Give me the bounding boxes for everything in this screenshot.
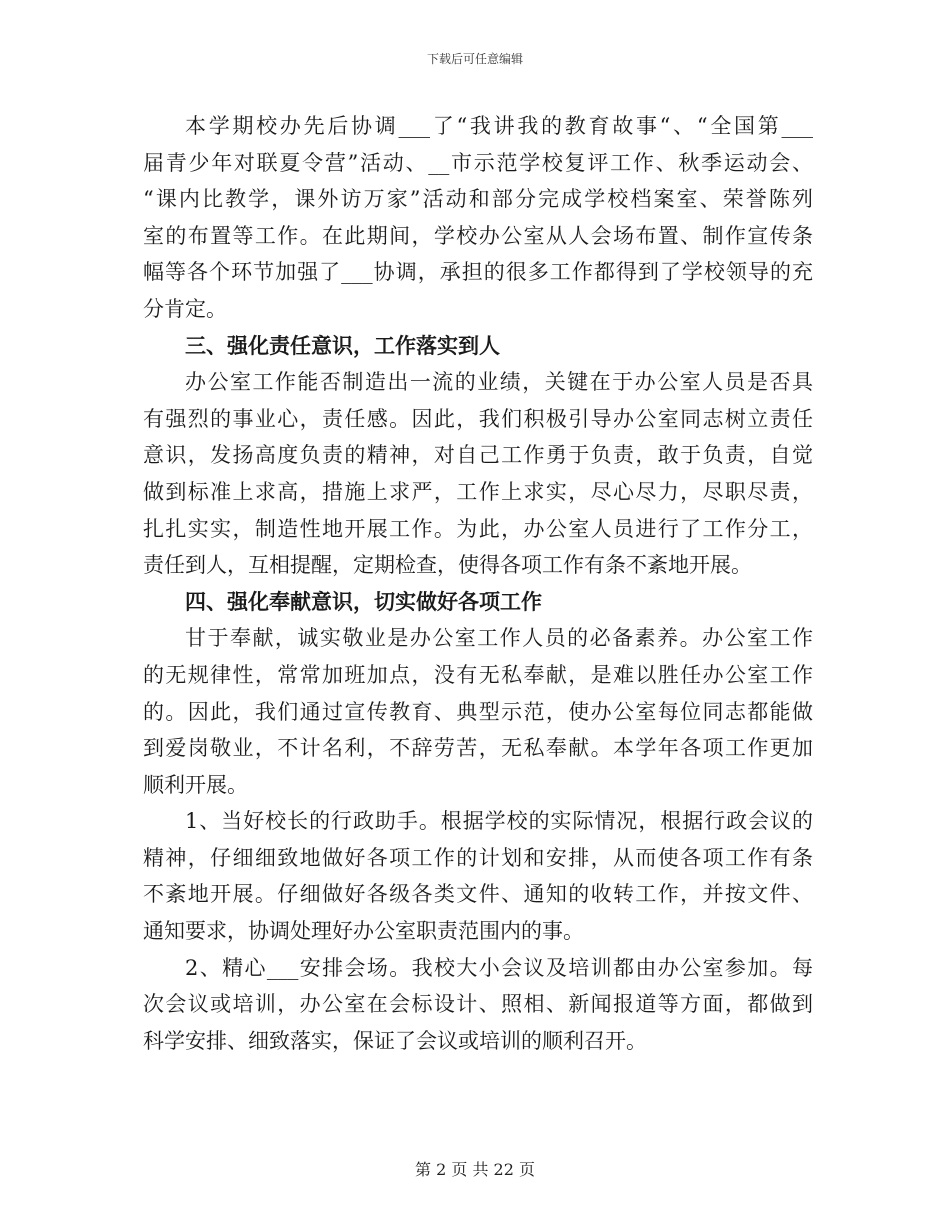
section-heading: 四、强化奉献意识，切实做好各项工作: [185, 588, 542, 614]
body-text-line: 不紊地开展。仔细做好各级各类文件、通知的收转工作，并按文件、: [143, 882, 813, 907]
body-text-line: 届青少年对联夏令营”活动、__市示范学校复评工作、秋季运动会、: [143, 150, 813, 175]
body-text-line: 甘于奉献，诚实敬业是办公室工作人员的必备素养。办公室工作: [185, 626, 813, 651]
body-text-line: 1、当好校长的行政助手。根据学校的实际情况，根据行政会议的: [185, 809, 813, 834]
body-text-line: 做到标准上求高，措施上求严，工作上求实，尽心尽力，尽职尽责，: [143, 479, 813, 504]
body-text-line: 通知要求，协调处理好办公室职责范围内的事。: [143, 919, 584, 944]
body-text-line: 2、精心___安排会场。我校大小会议及培训都由办公室参加。每: [185, 955, 813, 980]
body-text-line: 精神，仔细细致地做好各项工作的计划和安排，从而使各项工作有条: [143, 845, 813, 870]
body-text-line: 办公室工作能否制造出一流的业绩，关键在于办公室人员是否具: [185, 370, 813, 395]
body-text-line: 幅等各个环节加强了___协调，承担的很多工作都得到了学校领导的充: [143, 260, 813, 285]
page-footer: 第 2 页 共 22 页: [415, 1160, 535, 1179]
body-text-line: 顺利开展。: [143, 772, 248, 797]
body-text-line: 室的布置等工作。在此期间，学校办公室从人会场布置、制作宣传条: [143, 223, 813, 248]
body-text-line: 科学安排、细致落实，保证了会议或培训的顺利召开。: [143, 1028, 647, 1053]
body-text-line: “课内比教学，课外访万家”活动和部分完成学校档案室、荣誉陈列: [143, 187, 813, 212]
body-text-line: 有强烈的事业心，责任感。因此，我们积极引导办公室同志树立责任: [143, 406, 813, 431]
body-text-line: 的无规律性，常常加班加点，没有无私奉献，是难以胜任办公室工作: [143, 662, 813, 687]
body-text-line: 的。因此，我们通过宣传教育、典型示范，使办公室每位同志都能做: [143, 699, 813, 724]
body-text-line: 次会议或培训，办公室在会标设计、照相、新闻报道等方面，都做到: [143, 992, 813, 1017]
body-text-line: 扎扎实实，制造性地开展工作。为此，办公室人员进行了工作分工，: [143, 516, 813, 541]
page-header: 下载后可任意编辑: [426, 52, 523, 66]
section-heading: 三、强化责任意识，工作落实到人: [185, 332, 500, 358]
body-text-line: 意识，发扬高度负责的精神，对自己工作勇于负责，敢于负责，自觉: [143, 443, 813, 468]
body-text-line: 分肯定。: [143, 296, 227, 321]
document-body: [143, 108, 813, 1059]
body-text-line: 责任到人，互相提醒，定期检查，使得各项工作有条不紊地开展。: [143, 553, 752, 578]
body-text-line: 本学期校办先后协调___了“我讲我的教育故事“、“全国第___: [185, 114, 813, 138]
body-text-line: 到爱岗敬业，不计名利，不辞劳苦，无私奉献。本学年各项工作更加: [143, 736, 813, 761]
